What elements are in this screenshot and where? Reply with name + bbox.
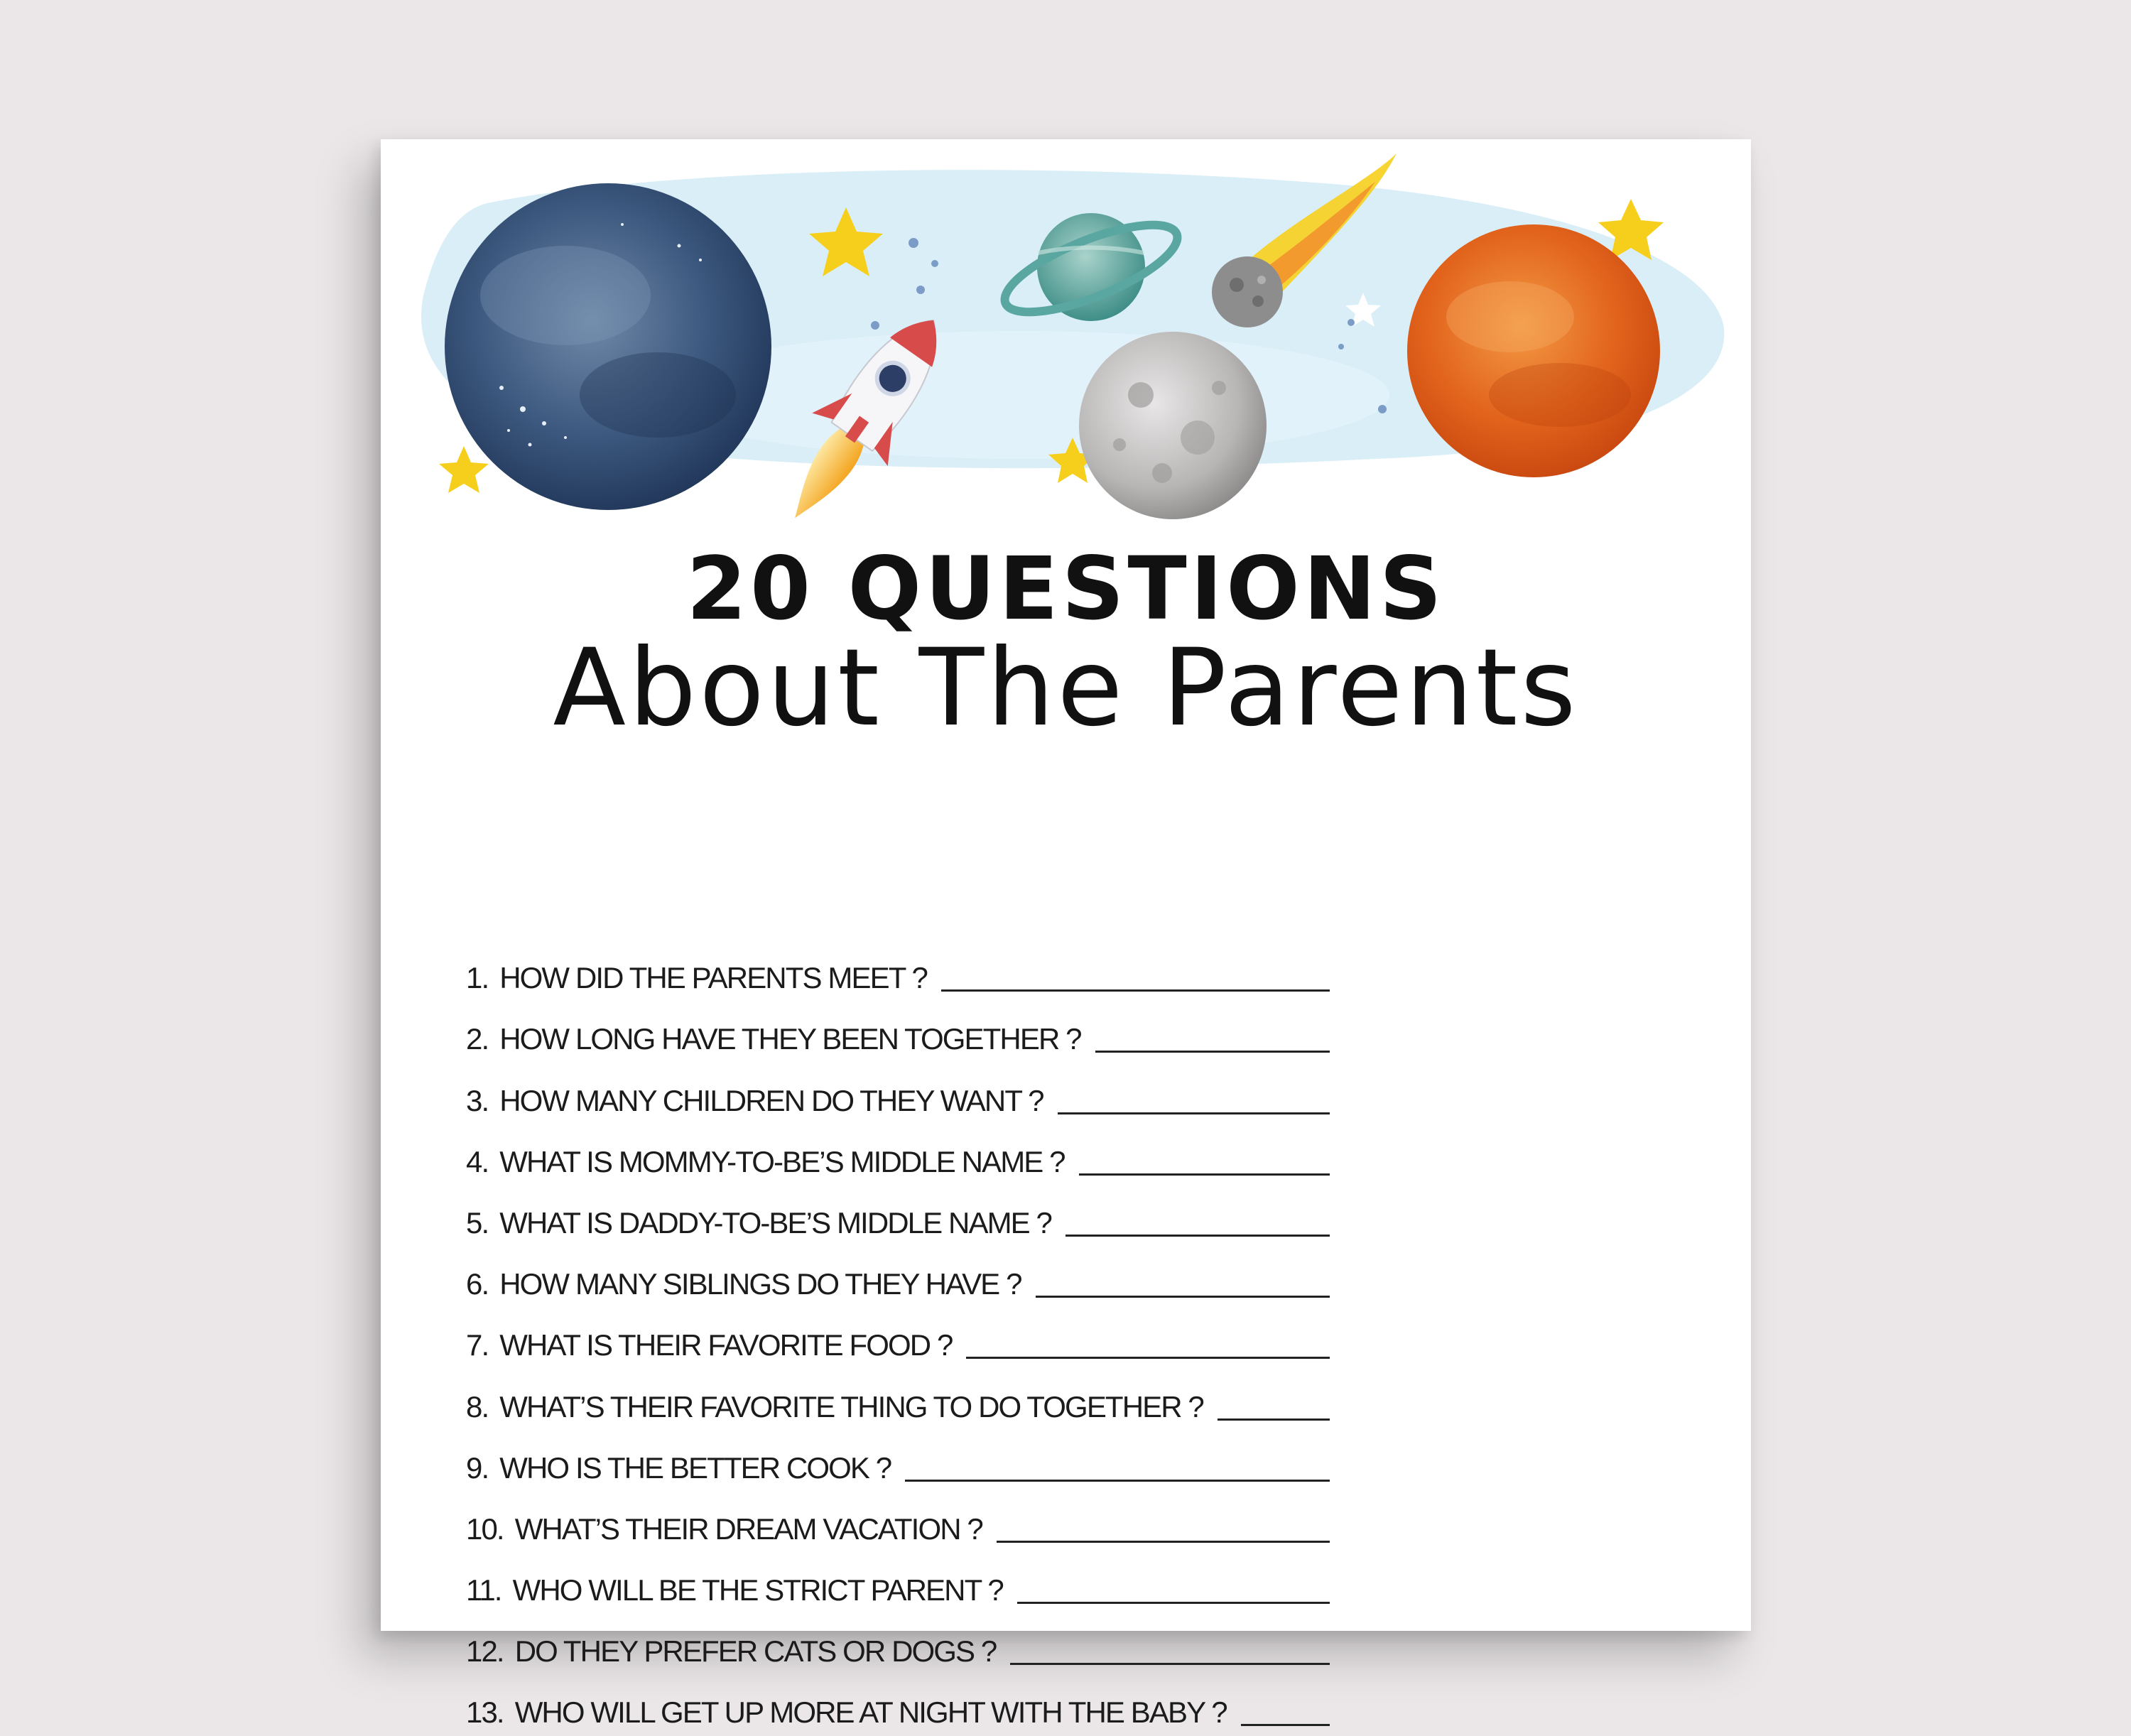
question-text: WHAT IS THEIR FAVORITE FOOD ?: [499, 1328, 953, 1362]
answer-line: [1095, 1050, 1330, 1053]
space-illustration: [381, 139, 1751, 537]
worksheet-page: [381, 139, 1751, 1730]
question-number: 6.: [466, 1267, 489, 1301]
question-row: [466, 1614, 1330, 1675]
question-row: [466, 1308, 1330, 1369]
question-number: 11.: [466, 1573, 501, 1607]
question-number: 4.: [466, 1144, 489, 1178]
question-row: [466, 1247, 1330, 1308]
question-text: HOW LONG HAVE THEY BEEN TOGETHER ?: [499, 1022, 1081, 1056]
question-row: [466, 1186, 1330, 1247]
question-row: [466, 1675, 1330, 1736]
question-text: DO THEY PREFER CATS OR DOGS ?: [514, 1634, 997, 1669]
question-number: 9.: [466, 1450, 489, 1485]
answer-line: [905, 1479, 1330, 1482]
question-text: HOW MANY CHILDREN DO THEY WANT ?: [499, 1083, 1043, 1117]
blue-planet-icon: [445, 183, 771, 510]
answer-line: [997, 1540, 1330, 1543]
answer-line: [941, 989, 1330, 992]
question-row: [466, 1431, 1330, 1492]
question-row: [466, 1002, 1330, 1063]
question-number: 3.: [466, 1083, 489, 1117]
question-text: HOW MANY SIBLINGS DO THEY HAVE ?: [499, 1267, 1021, 1301]
question-row: [466, 1124, 1330, 1186]
answer-line: [966, 1356, 1330, 1359]
question-text: HOW DID THE PARENTS MEET ?: [499, 961, 927, 995]
answer-line: [1218, 1418, 1330, 1421]
question-text: WHO IS THE BETTER COOK ?: [499, 1450, 891, 1485]
answer-line: [1058, 1112, 1330, 1114]
question-text: WHO WILL BE THE STRICT PARENT ?: [512, 1573, 1003, 1607]
question-text: WHAT IS MOMMY-TO-BE’S MIDDLE NAME ?: [499, 1144, 1065, 1178]
question-text: WHAT’S THEIR DREAM VACATION ?: [514, 1512, 982, 1546]
question-number: 12.: [466, 1634, 504, 1669]
question-number: 10.: [466, 1512, 504, 1546]
answer-line: [1036, 1295, 1330, 1298]
question-number: 2.: [466, 1022, 489, 1056]
answer-line: [1241, 1723, 1330, 1726]
answer-line: [1079, 1173, 1330, 1176]
question-number: 8.: [466, 1389, 489, 1423]
answer-line: [1017, 1601, 1330, 1604]
question-row: [466, 940, 1330, 1002]
question-row: [466, 1492, 1330, 1553]
answer-line: [1066, 1234, 1330, 1237]
question-text: WHAT’S THEIR FAVORITE THING TO DO TOGETHER ?: [499, 1389, 1203, 1423]
answer-line: [1010, 1662, 1330, 1665]
question-number: 5.: [466, 1205, 489, 1239]
question-number: 13.: [466, 1696, 504, 1730]
questions-list: [466, 940, 1330, 1736]
question-text: WHO WILL GET UP MORE AT NIGHT WITH THE BABY ?: [514, 1696, 1227, 1730]
question-row: [466, 1063, 1330, 1124]
question-row: [466, 1553, 1330, 1614]
orange-planet-icon: [1407, 224, 1660, 477]
question-number: 7.: [466, 1328, 489, 1362]
question-text: WHAT IS DADDY-TO-BE’S MIDDLE NAME ?: [499, 1205, 1051, 1239]
moon-icon: [1079, 332, 1267, 519]
page-subtitle: About The Parents: [553, 626, 1579, 750]
question-number: 1.: [466, 961, 489, 995]
page-title: 20 QUESTIONS: [686, 538, 1446, 639]
question-row: [466, 1369, 1330, 1430]
